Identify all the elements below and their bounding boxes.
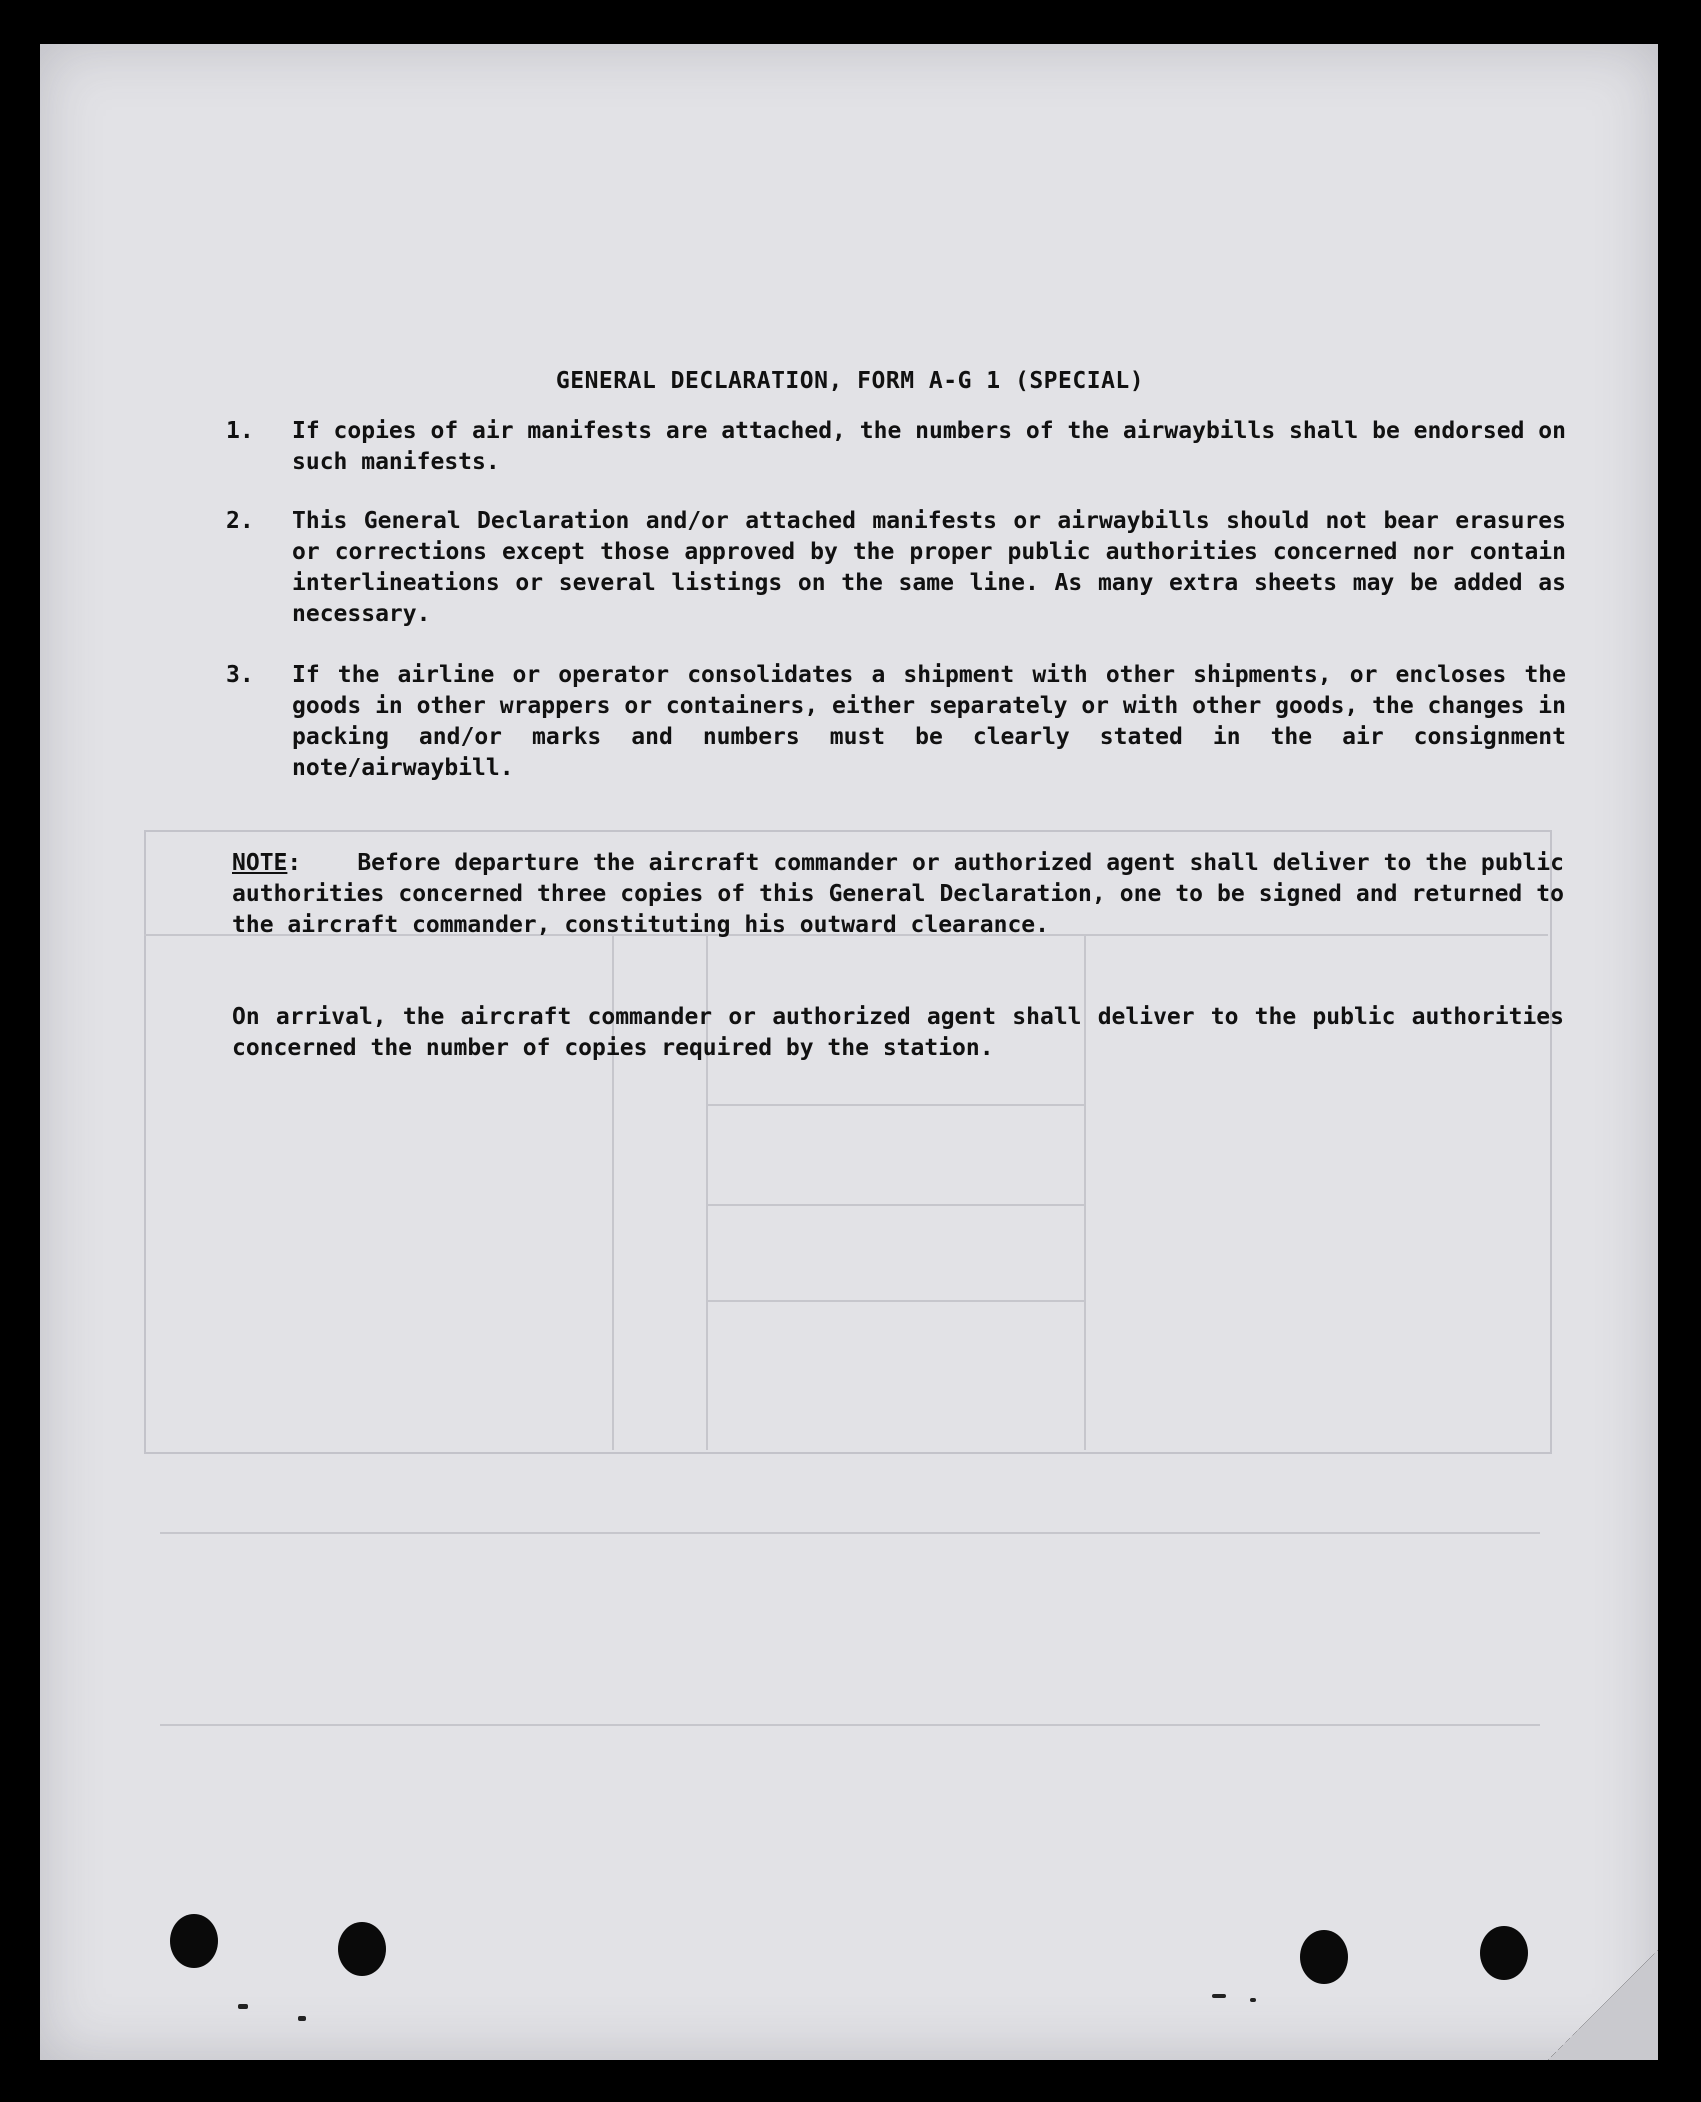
bleed-through-line: [706, 1104, 1084, 1106]
item-number: 3.: [226, 662, 254, 688]
page-title: GENERAL DECLARATION, FORM A-G 1 (SPECIAL): [555, 368, 1145, 394]
ink-speck: [1250, 1998, 1256, 2002]
item-text: If copies of air manifests are attached, the numbers of the airwaybills shall be endorsed on such manifests.: [292, 418, 1566, 475]
item-text: If the airline or operator consolidates a shipment with other shipments, or encloses the goods in other wrappers or containers, either separately or with other goods, the changes in packing and/or marks and numbers must be clearly stated in the air consignment note/airwaybill.: [292, 662, 1566, 781]
list-item: [226, 416, 1566, 478]
folded-corner: [1548, 1950, 1658, 2060]
ink-speck: [1212, 1994, 1226, 1998]
note-label-suffix: :: [287, 850, 302, 876]
ink-speck: [238, 2004, 248, 2009]
item-text: This General Declaration and/or attached manifests or airwaybills should not bear erasures or corrections except those approved by the proper public authorities concerned nor contain interlineations or several listings on the same line. As many extra sheets may be added as necessary.: [292, 508, 1566, 627]
arrival-paragraph: On arrival, the aircraft commander or authorized agent shall deliver to the public authorities concerned the number of copies required by the station.: [232, 1004, 1564, 1061]
ink-speck: [298, 2016, 306, 2021]
bleed-through-line: [160, 1532, 1540, 1534]
note-label: NOTE: [232, 850, 288, 876]
item-number: 1.: [226, 418, 254, 444]
bleed-through-line: [706, 1300, 1084, 1302]
punch-hole: [170, 1914, 218, 1968]
note-text: Before departure the aircraft commander or authorized agent shall deliver to the public authorities concerned three copies of this General Declaration, one to be signed and returned to the aircraft commander, constituting his outward clearance.: [232, 850, 1564, 938]
bleed-through-line: [706, 1204, 1084, 1206]
note-paragraph: [232, 848, 1564, 941]
list-item: [226, 506, 1566, 630]
item-number: 2.: [226, 508, 254, 534]
punch-hole: [1480, 1926, 1528, 1980]
punch-hole: [1300, 1930, 1348, 1984]
list-item: [226, 660, 1566, 784]
punch-hole: [338, 1922, 386, 1976]
bleed-through-line: [160, 1724, 1540, 1726]
document-sheet: [40, 44, 1658, 2060]
